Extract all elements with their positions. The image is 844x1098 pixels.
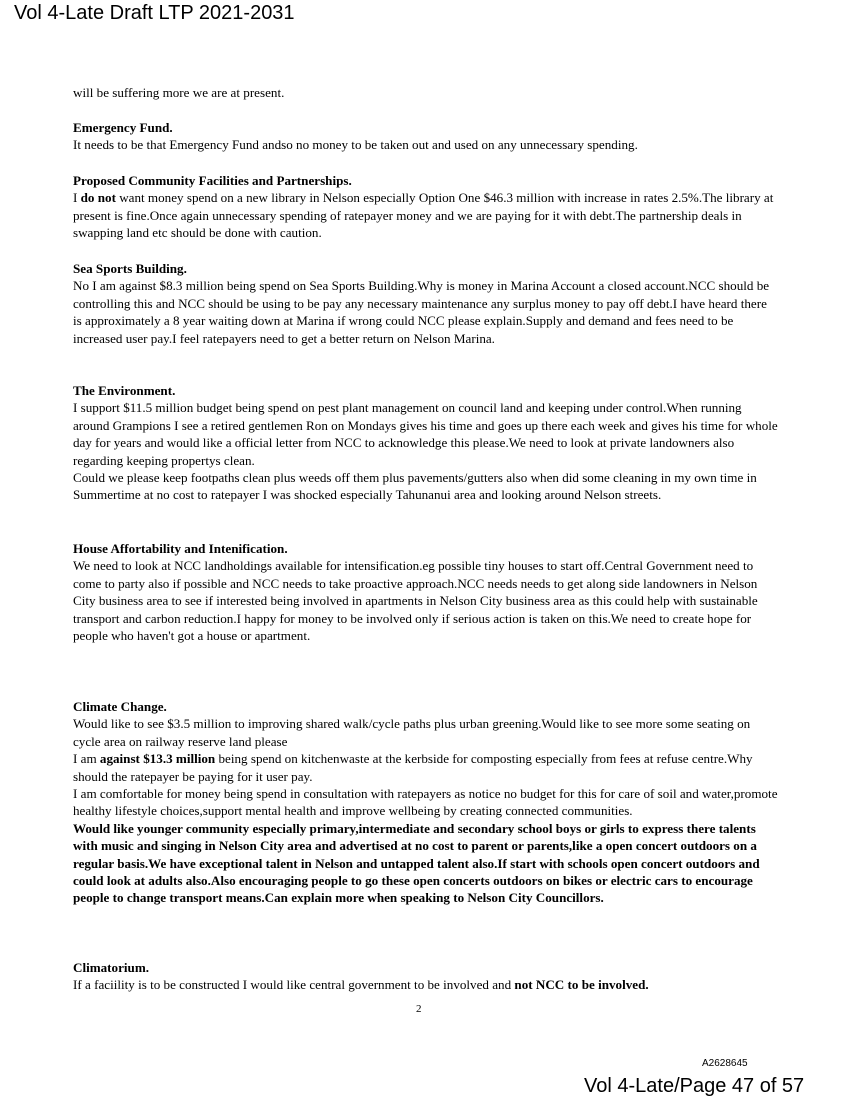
climate-bold-amount: against $13.3 million	[99, 751, 216, 767]
facilities-paragraph	[73, 189, 778, 241]
environment-section	[73, 382, 778, 504]
housing-section	[73, 540, 778, 644]
climate-change-paragraph-4: Would like younger community especially primary,intermediate and secondary school boys or girls to express there talents with music and singing in Nelson City area and advertised at no cost to parent or parents,like a open concert outdoors on a regular basis.We have exceptional talent in Nelson and untapped talent also.If start with schools open concert outdoors and could look at adults also.Also encouraging people to go these open concerts outdoors on bikes or electric cars to encourage people to change transport means.Can explain more when speaking to Nelson City Councillors.	[73, 820, 760, 906]
climatorium-text: If a faciility is to be constructed I would like central government to be involved and	[73, 977, 515, 993]
climate-change-section	[73, 698, 778, 907]
climate-text-1: I am	[73, 751, 100, 767]
climate-change-heading: Climate Change.	[73, 699, 167, 714]
emergency-fund-section	[73, 119, 778, 154]
document-reference: A2628645	[702, 1058, 748, 1069]
climate-change-paragraph-2	[73, 750, 778, 785]
page-number: 2	[416, 1003, 422, 1015]
housing-paragraph: We need to look at NCC landholdings available for intensification.eg possible tiny houses to start off.Central Government need to come to party also if possible and NCC needs to take proactive approach.NCC needs needs to get along side landowners in Nelson City business area to see if interested being involved in apartments in Nelson City business area as this could help with sustainable transport and carbon reduction.I happy for money to be involved only if serious action is taken on this.We need to create hope for people who haven't got a house or apartment.	[73, 558, 758, 644]
climatorium-section	[73, 959, 778, 994]
climatorium-heading: Climatorium.	[73, 960, 150, 975]
footer-page-label: Vol 4-Late/Page 47 of 57	[584, 1075, 805, 1097]
climatorium-paragraph	[73, 976, 778, 993]
document-header-title: Vol 4-Late Draft LTP 2021-2031	[14, 2, 295, 24]
climate-change-paragraph-3: I am comfortable for money being spend in consultation with ratepayers as notice no budget for this for care of soil and water,promote healthy lifestyle choices,support mental health and improve wellbeing by creating connected communities.	[73, 786, 778, 819]
intro-section	[73, 84, 778, 101]
sea-sports-section	[73, 260, 778, 347]
facilities-section	[73, 172, 778, 242]
climatorium-bold-text: not NCC to be involved.	[514, 977, 649, 993]
facilities-heading: Proposed Community Facilities and Partnerships.	[73, 173, 352, 188]
sea-sports-paragraph: No I am against $8.3 million being spend on Sea Sports Building.Why is money in Marina Account a closed account.NCC should be controlling this and NCC should be using to be pay any necessary maintenance any surplus money to pay off debt.I have heard there is approximately a 8 year waiting down at Marina if wrong could NCC please explain.Supply and demand and fees need to be increased user pay.I feel ratepayers need to get a better return on Nelson Marina.	[73, 278, 770, 346]
climate-text-2: being spend on kitchenwaste at the kerbside for composting especially from fees at refuse centre.Why should the ratepayer be paying for it user pay.	[73, 751, 753, 784]
facilities-text-2: want money spend on a new library in Nelson especially Option One $46.3 million with increase in rates 2.5%.The library at present is fine.Once again unnecessary spending of ratepayer money and we are paying for it with debt.The partnership deals in swapping land etc should be done with caution.	[73, 190, 774, 241]
environment-paragraph-1: I support $11.5 million budget being spend on pest plant management on council land and keeping under control.When running around Grampions I see a retired gentlemen Ron on Mondays gives his time and goes up there each week and gives his time for whole day for years and would like a official letter from NCC to acknowledge this please.We need to look at private landowners also regarding keeping propertys clean.	[73, 400, 778, 468]
climate-change-paragraph-1: Would like to see $3.5 million to improving shared walk/cycle paths plus urban greening.Would like to see more some seating on cycle area on railway reserve land please	[73, 716, 751, 749]
sea-sports-heading: Sea Sports Building.	[73, 261, 187, 276]
emergency-fund-heading: Emergency Fund.	[73, 120, 173, 135]
facilities-bold-do-not: do not	[80, 190, 116, 206]
housing-heading: House Affortability and Intenification.	[73, 541, 288, 556]
intro-paragraph: will be suffering more we are at present.	[73, 85, 285, 100]
environment-heading: The Environment.	[73, 383, 176, 398]
emergency-fund-paragraph: It needs to be that Emergency Fund andso no money to be taken out and used on any unnecessary spending.	[73, 137, 638, 153]
facilities-text-1: I	[73, 190, 81, 206]
environment-paragraph-2: Could we please keep footpaths clean plus weeds off them plus pavements/gutters also when did some cleaning in my own time in Summertime at no cost to ratepayer I was shocked especially Tahunanui area and looking around Nelson streets.	[73, 470, 757, 503]
